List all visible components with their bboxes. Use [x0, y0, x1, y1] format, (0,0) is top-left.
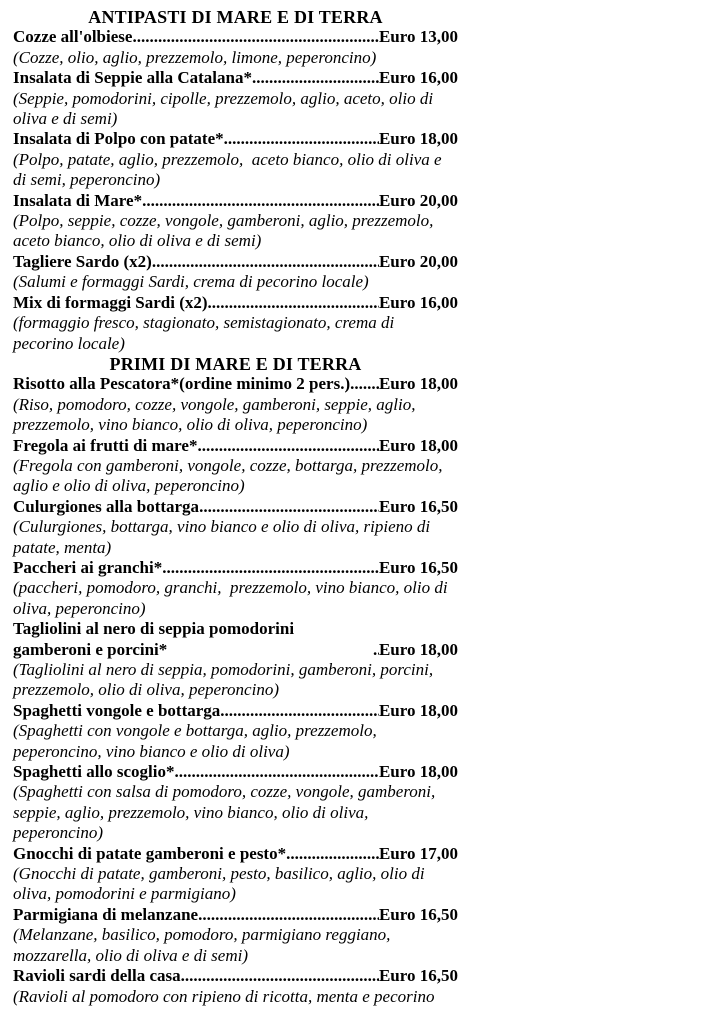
- menu-item: [13, 252, 458, 293]
- dotted-leader: [132, 27, 379, 47]
- menu-item: [13, 905, 458, 966]
- menu-item-name: Spaghetti allo scoglio*: [13, 762, 175, 782]
- dotted-leader: [181, 966, 379, 986]
- menu-item-price: Euro 16,00: [378, 292, 458, 312]
- menu-item-row: [13, 558, 458, 578]
- menu-item-price: Euro 18,00: [378, 129, 458, 149]
- section-items: [13, 374, 458, 1007]
- menu-item-name: Ravioli sardi della casa: [13, 966, 181, 986]
- section-title: PRIMI DI MARE E DI TERRA: [109, 353, 362, 374]
- menu-item-name: Insalata di Polpo con patate*: [13, 129, 224, 149]
- dotted-leader: [197, 436, 379, 456]
- dotted-leader: [152, 252, 379, 272]
- menu-item: [13, 27, 458, 68]
- menu-item: [13, 966, 458, 1007]
- menu-item-price: Euro 18,00: [378, 374, 458, 394]
- menu-item-name: Gnocchi di patate gamberoni e pesto*: [13, 843, 287, 863]
- menu-item-row: [13, 436, 458, 456]
- menu-item-name: Tagliere Sardo (x2): [13, 251, 152, 271]
- menu-item-ingredients: (Ravioli al pomodoro con ripieno di ricotta, menta e pecorino: [13, 986, 435, 1006]
- dotted-leader: [224, 129, 379, 149]
- menu-item-price: Euro 13,00: [378, 27, 458, 47]
- menu-item-ingredients: (Polpo, patate, aglio, prezzemolo, aceto bianco, olio di oliva e di semi, peperoncino): [13, 149, 446, 190]
- menu-item-ingredients: (Polpo, seppie, cozze, vongole, gamberoni, aglio, prezzemolo, aceto bianco, olio di oliva e di semi): [13, 211, 438, 251]
- menu-item: [13, 129, 458, 190]
- menu-item-row: [13, 619, 458, 660]
- menu-item-row: [13, 497, 458, 517]
- menu-item-price: Euro 18,00: [378, 435, 458, 455]
- dotted-leader: [220, 701, 379, 721]
- menu-item: [13, 191, 458, 252]
- menu-item: [13, 701, 458, 762]
- menu-item-row: [13, 68, 458, 88]
- menu-item-name: Risotto alla Pescatora*(ordine minimo 2 pers.): [13, 374, 351, 394]
- menu-item-row: [13, 191, 458, 211]
- menu-item-row: [13, 966, 458, 986]
- menu-item-name: Tagliolini al nero di seppia pomodorini gamberoni e porcini*: [13, 619, 295, 659]
- menu-item: [13, 762, 458, 844]
- menu-item-row: [13, 129, 458, 149]
- dotted-leader: [175, 762, 379, 782]
- menu-item-price: Euro 16,50: [378, 557, 458, 577]
- menu-item-ingredients: (Salumi e formaggi Sardi, crema di pecorino locale): [13, 272, 369, 292]
- dotted-leader: [162, 558, 379, 578]
- menu-item-name: Parmigiana di melanzane: [13, 904, 199, 924]
- menu-item-price: Euro 17,00: [378, 843, 458, 863]
- menu-item-row: [13, 701, 458, 721]
- menu-item-name: Mix di formaggi Sardi (x2): [13, 292, 208, 312]
- menu-item-ingredients: (Tagliolini al nero di seppia, pomodorini, gamberoni, porcini, prezzemolo, olio di oliva, peperoncino): [13, 660, 438, 700]
- menu-item: [13, 497, 458, 558]
- menu-item-name: Paccheri ai granchi*: [13, 557, 163, 577]
- menu-item-name: Cozze all'olbiese: [13, 27, 133, 47]
- menu-item-price: Euro 18,00: [378, 700, 458, 720]
- menu-item-row: [13, 252, 458, 272]
- menu-item-row: [13, 27, 458, 47]
- dotted-leader: [252, 68, 379, 88]
- menu-item-row: [13, 374, 458, 394]
- dotted-leader: [350, 374, 379, 394]
- menu-item-row: [13, 293, 458, 313]
- menu-item-ingredients: (Spaghetti con salsa di pomodoro, cozze, vongole, gamberoni, seppie, aglio, prezzemolo, vino bianco, olio di oliva, peperoncino): [13, 782, 440, 843]
- dotted-leader: [198, 905, 379, 925]
- menu-item-name: Fregola ai frutti di mare*: [13, 435, 198, 455]
- menu-item: [13, 558, 458, 619]
- menu-section: [13, 354, 458, 1007]
- section-items: [13, 27, 458, 354]
- menu-item-ingredients: (Cozze, olio, aglio, prezzemolo, limone, peperoncino): [13, 47, 377, 67]
- menu-item: [13, 374, 458, 435]
- menu-item-row: [13, 844, 458, 864]
- menu-item: [13, 293, 458, 354]
- menu-item-price: Euro 16,50: [378, 496, 458, 516]
- menu-item-ingredients: (Riso, pomodoro, cozze, vongole, gamberoni, seppie, aglio, prezzemolo, vino bianco, olio di oliva, peperoncino): [13, 394, 420, 435]
- menu-item-row: [13, 905, 458, 925]
- menu-item-ingredients: (Culurgiones, bottarga, vino bianco e olio di oliva, ripieno di patate, menta): [13, 517, 435, 557]
- menu-section: [13, 7, 458, 354]
- menu-item-price: Euro 16,50: [378, 904, 458, 924]
- menu-item: [13, 619, 458, 701]
- menu-item-ingredients: (Spaghetti con vongole e bottarga, aglio, prezzemolo, peperoncino, vino bianco e olio di oliva): [13, 721, 381, 761]
- menu-item-price: Euro 20,00: [378, 190, 458, 210]
- dotted-leader: [142, 191, 379, 211]
- menu-item-row: [13, 762, 458, 782]
- menu-item: [13, 68, 458, 129]
- menu-item-ingredients: (Fregola con gamberoni, vongole, cozze, bottarga, prezzemolo, aglio e olio di oliva, peperoncino): [13, 455, 447, 496]
- menu-item-name: Insalata di Mare*: [13, 190, 143, 210]
- menu-item-price: Euro 18,00: [378, 762, 458, 782]
- dotted-leader: [286, 844, 379, 864]
- menu-item-price: Euro 18,00: [378, 639, 458, 659]
- menu-item-name: Spaghetti vongole e bottarga: [13, 700, 221, 720]
- menu-item-price: Euro 20,00: [378, 251, 458, 271]
- menu-item-ingredients: (formaggio fresco, stagionato, semistagionato, crema di pecorino locale): [13, 313, 399, 353]
- menu-item-name: Insalata di Seppie alla Catalana*: [13, 68, 252, 88]
- dotted-leader: [199, 497, 379, 517]
- menu-item-price: Euro 16,00: [378, 68, 458, 88]
- menu-item-ingredients: (paccheri, pomodoro, granchi, prezzemolo, vino bianco, olio di oliva, peperoncino): [13, 578, 452, 618]
- dotted-leader: [208, 293, 379, 313]
- menu-item-ingredients: (Melanzane, basilico, pomodoro, parmigiano reggiano, mozzarella, olio di oliva e di semi): [13, 925, 395, 965]
- menu-item-price: Euro 16,50: [378, 966, 458, 986]
- menu-item-ingredients: (Gnocchi di patate, gamberoni, pesto, basilico, aglio, olio di oliva, pomodorini e parmigiano): [13, 864, 429, 904]
- menu-item-ingredients: (Seppie, pomodorini, cipolle, prezzemolo, aglio, aceto, olio di oliva e di semi): [13, 88, 438, 129]
- menu-item: [13, 844, 458, 905]
- menu-item-name: Culurgiones alla bottarga: [13, 496, 200, 516]
- menu-item: [13, 436, 458, 497]
- section-title: ANTIPASTI DI MARE E DI TERRA: [88, 7, 383, 27]
